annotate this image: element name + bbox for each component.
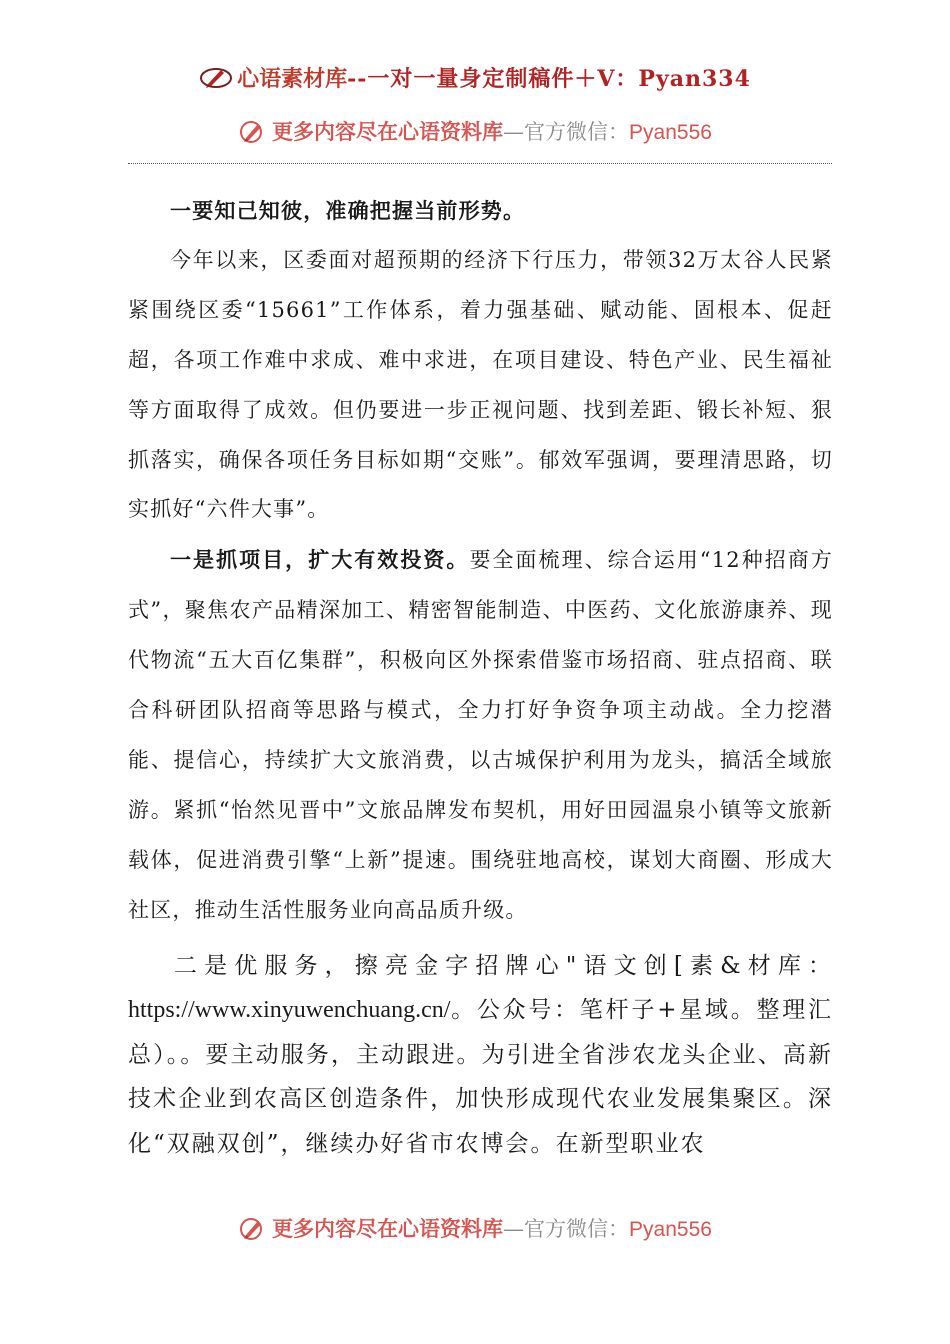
- paragraph-3: [128, 944, 833, 1167]
- paragraph-3-url: https://www.xinyuwenchuang.cn/: [128, 997, 451, 1024]
- paragraph-3-text-b: 。公众号：笔杆子+星域。整理汇总）。。要主动服务，主动跟进。为引进全省涉农龙头企业、高新技术企业到农高区创造条件，加快形成现代农业发展集聚区。深化“双融双创”，继续办好省市农博会。在新型职业农: [128, 997, 833, 1157]
- header-rest: --一对一量身定制稿件＋V：Pyan334: [347, 66, 751, 92]
- header-brand: 心语素材库: [237, 66, 348, 92]
- document-body: [128, 186, 833, 1166]
- header-divider: [128, 163, 832, 164]
- section-heading: 一要知己知彼，准确把握当前形势。: [170, 198, 526, 223]
- pen-logo-icon: [238, 1215, 268, 1246]
- paragraph-2-text: 要全面梳理、综合运用“12种招商方式”，聚焦农产品精深加工、精密智能制造、中医药、文化旅游康养、现代物流“五大百亿集群”，积极向区外探索借鉴市场招商、驻点招商、联合科研团队招商等思路与模式，全力打好争资争项主动战。全力挖潜能、提信心，持续扩大文旅消费，以古城保护利用为龙头，搞活全域旅游。紧抓“怡然见晋中”文旅品牌发布契机，用好田园温泉小镇等文旅新载体，促进消费引擎“上新”提速。围绕驻地高校，谋划大商圈、形成大社区，推动生活性服务业向高品质升级。: [128, 548, 833, 922]
- banner-gray-text: —官方微信：: [503, 120, 630, 144]
- banner-bottom: [0, 1213, 950, 1246]
- banner-top: [0, 116, 950, 149]
- banner-red-text: 更多内容尽在心语资料库: [272, 1216, 504, 1241]
- banner-gray-text: —官方微信：: [503, 1217, 630, 1241]
- pen-logo-icon: [199, 64, 233, 96]
- pen-logo-icon: [238, 118, 268, 149]
- banner-id: Pyan556: [629, 121, 712, 144]
- paragraph-2-lead: 一是抓项目，扩大有效投资。: [170, 547, 470, 573]
- paragraph-1: 今年以来，区委面对超预期的经济下行压力，带领32万太谷人民紧紧围绕区委“15661”工作体系，着力强基础、赋动能、固根本、促赶超，各项工作难中求成、难中求进，在项目建设、特色产业、民生福祉等方面取得了成效。但仍要进一步正视问题、找到差距、锻长补短、狠抓落实，确保各项任务目标如期“交账”。郁效军强调，要理清思路，切实抓好“六件大事”。: [128, 247, 833, 522]
- banner-red-text: 更多内容尽在心语资料库: [272, 119, 504, 144]
- paragraph-2: [128, 535, 833, 935]
- header-title: [0, 62, 950, 96]
- paragraph-3-text-a: 二是优服务，擦亮金字招牌心"语文创[素&材库：: [174, 952, 833, 979]
- banner-id: Pyan556: [629, 1218, 712, 1241]
